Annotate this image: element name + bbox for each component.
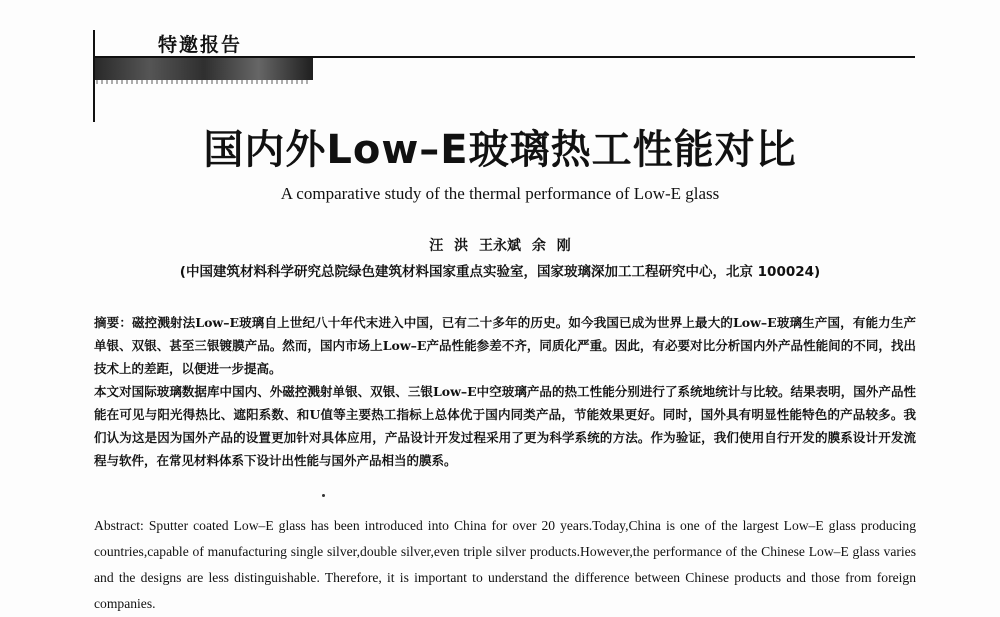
banner-texture (96, 80, 311, 84)
abstract-zh-paragraph-2: 本文对国际玻璃数据库中国内、外磁控溅射单银、双银、三银Low–E中空玻璃产品的热工性能分别进行了系统地统计与比较。结果表明，国外产品性能在可见与阳光得热比、遮阳系数、和U值等主要热工指标上总体优于国内同类产品，节能效果更好。同时，国外具有明显性能特色的产品较多。我们认为这是因为国外产品的设置更加针对具体应用，产品设计开发过程采用了更为科学系统的方法。作为验证，我们使用自行开发的膜系设计开发流程与软件，在常见材料体系下设计出性能与国外产品相当的膜系。 (94, 384, 916, 468)
abstract-zh-paragraph-1: 摘要：磁控溅射法Low–E玻璃自上世纪八十年代末进入中国，已有二十多年的历史。如今我国已成为世界上最大的Low–E玻璃生产国，有能力生产单银、双银、甚至三银镀膜产品。然而，国内市场上Low–E产品性能参差不齐，同质化严重。因此，有必要对比分析国内外产品性能间的不同，找出技术上的差距，以便进一步提高。 (94, 315, 916, 376)
abstract-en-paragraph: Abstract: Sputter coated Low–E glass has been introduced into China for over 20 years.Today,China is one of the largest Low–E glass producing countries,capable of manufacturing single silver,double silver,even triple silver products.However,the performance of the Chinese Low–E glass varies and the designs are less distinguishable. Therefore, it is important to understand the difference between Chinese products and those from foreign companies. (94, 518, 916, 611)
affiliation: (中国建筑材料科学研究总院绿色建筑材料国家重点实验室，国家玻璃深加工工程研究中心，北京 100024) (179, 264, 821, 280)
section-label: 特邀报告 (158, 34, 243, 56)
article-subtitle: A comparative study of the thermal performance of Low-E glass (280, 184, 720, 203)
authors: 汪 洪 王永斌 余 刚 (429, 238, 571, 254)
header-banner (95, 58, 313, 80)
scan-speck (322, 494, 325, 497)
abstract-english (94, 513, 916, 617)
article-title: 国内外Low–E玻璃热工性能对比 (203, 127, 797, 173)
abstract-chinese (94, 311, 916, 472)
